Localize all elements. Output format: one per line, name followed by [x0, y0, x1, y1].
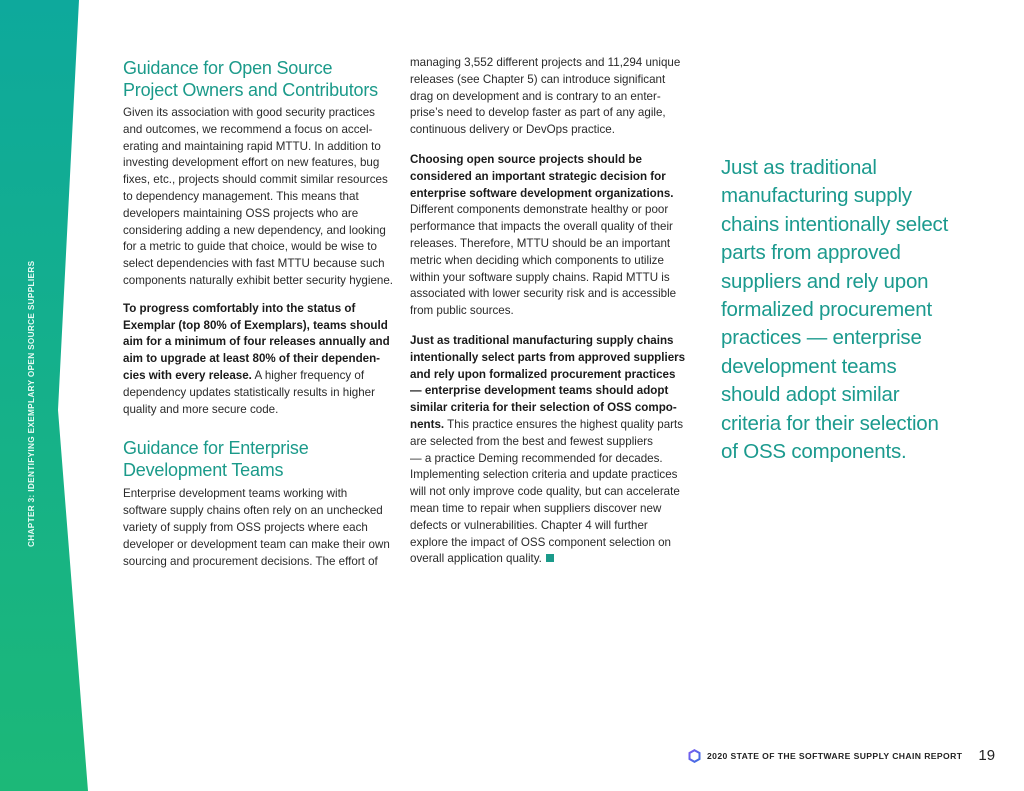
- bold-text: cies with every release.: [123, 368, 252, 382]
- text-line: [123, 206, 403, 223]
- heading-enterprise-guidance: [123, 437, 403, 481]
- text-line: [123, 223, 403, 240]
- report-title: 2020 STATE OF THE SOFTWARE SUPPLY CHAIN REPORT: [707, 750, 963, 761]
- text: defects or vulnerabilities. Chapter 4 will further: [410, 518, 648, 532]
- pull-quote-line: criteria for their selection: [721, 411, 939, 435]
- text-line: [123, 351, 403, 368]
- text: variety of supply from OSS projects where each: [123, 520, 368, 534]
- bold-text: Choosing open source projects should be: [410, 152, 642, 166]
- text-line: [123, 239, 403, 256]
- text: Given its association with good security practices: [123, 106, 375, 119]
- text-line: [123, 554, 403, 571]
- bold-text: enterprise software development organizations.: [410, 186, 674, 200]
- text-line: [410, 219, 690, 236]
- text-line: [410, 383, 690, 400]
- text-line: [410, 535, 690, 552]
- paragraph: [410, 55, 690, 139]
- pull-quote-line: should adopt similar: [721, 383, 900, 407]
- text-line: [123, 368, 403, 385]
- text-line: [410, 236, 690, 253]
- bold-text: nents.: [410, 417, 445, 431]
- text-line: [410, 253, 690, 270]
- text-line: [410, 202, 690, 219]
- heading-line: Guidance for Open Source: [123, 58, 333, 78]
- text: within your software supply chains. Rapid MTTU is: [410, 270, 670, 284]
- text: to dependency management. This means that: [123, 189, 359, 203]
- text-line: [123, 172, 403, 189]
- text-line: [410, 400, 690, 417]
- text-line: [123, 537, 403, 554]
- pull-quote-line: formalized procurement: [721, 298, 932, 322]
- text-line: [410, 551, 690, 568]
- text-line: [123, 122, 403, 139]
- text-line: [123, 503, 403, 520]
- text-line: [410, 270, 690, 287]
- text-line: [410, 303, 690, 320]
- text: Different components demonstrate healthy or poor: [410, 203, 669, 217]
- bold-text: aim for a minimum of four releases annually and: [123, 335, 390, 349]
- text: A higher frequency of: [251, 368, 365, 382]
- text-line: [410, 484, 690, 501]
- pull-quote-line: manufacturing supply: [721, 184, 912, 208]
- bold-text: and rely upon formalized procurement practices: [410, 367, 676, 381]
- paragraph: [123, 486, 403, 570]
- text-line: [123, 520, 403, 537]
- bold-text: similar criteria for their selection of OSS compo-: [410, 401, 677, 415]
- text-line: [123, 318, 403, 335]
- text: managing 3,552 different projects and 11,294 unique: [410, 56, 681, 69]
- text-line: [410, 333, 690, 350]
- text: developer or development team can make their own: [123, 537, 390, 551]
- text: drag on development and is contrary to an enter-: [410, 89, 661, 103]
- text: dependency updates statistically results in higher: [123, 385, 375, 399]
- text: fixes, etc., projects should commit similar resources: [123, 173, 388, 187]
- pull-quote-line: development teams: [721, 354, 897, 378]
- text-line: [410, 122, 690, 139]
- end-square-icon: [546, 554, 554, 562]
- text: performance that impacts the overall quality of their: [410, 220, 673, 234]
- text-line: [410, 55, 690, 72]
- text: select dependencies with fast MTTU because such: [123, 257, 385, 271]
- text: explore the impact of OSS component selection on: [410, 535, 672, 549]
- pull-quote-line: chains intentionally select: [721, 212, 949, 236]
- text-line: [410, 467, 690, 484]
- heading-line: Guidance for Enterprise: [123, 438, 309, 459]
- text: overall application quality.: [410, 552, 542, 566]
- text-line: [410, 367, 690, 384]
- chapter-label: CHAPTER 3: IDENTIFYING EXEMPLARY OPEN SOURCE SUPPLIERS: [27, 260, 36, 547]
- text: prise’s need to develop faster as part of any agile,: [410, 106, 666, 120]
- paragraph: [410, 152, 690, 320]
- text: releases (see Chapter 5) can introduce significant: [410, 72, 666, 86]
- text-line: [123, 402, 403, 419]
- heading-line: Project Owners and Contributors: [123, 80, 378, 100]
- text-line: [410, 169, 690, 186]
- text-line: [123, 105, 403, 122]
- page-number: 19: [978, 747, 996, 764]
- pull-quote-line: practices — enterprise: [721, 326, 922, 350]
- bold-text: aim to upgrade at least 80% of their dependen-: [123, 352, 381, 366]
- text: sourcing and procurement decisions. The effort of: [123, 554, 378, 568]
- text: This practice ensures the highest quality parts: [444, 417, 684, 431]
- text-line: [410, 434, 690, 451]
- text: continuous delivery or DevOps practice.: [410, 123, 615, 137]
- text-line: [123, 334, 403, 351]
- text: components naturally exhibit better security hygiene.: [123, 273, 394, 287]
- pull-quote-line: suppliers and rely upon: [721, 269, 929, 293]
- column-1: [123, 57, 403, 570]
- chapter-sidebar-band: [0, 0, 100, 791]
- text-line: [410, 451, 690, 468]
- pull-quote: [721, 154, 1011, 466]
- text-line: [410, 286, 690, 303]
- bold-text: — enterprise development teams should adopt: [410, 384, 669, 398]
- text: metric when deciding which components to utilize: [410, 253, 664, 267]
- text: — a practice Deming recommended for decades.: [410, 451, 663, 465]
- text-line: [410, 350, 690, 367]
- text: are selected from the best and fewest suppliers: [410, 434, 653, 448]
- paragraph: [410, 333, 690, 568]
- column-2: [410, 55, 690, 568]
- text: developers maintaining OSS projects who are: [123, 206, 359, 220]
- pull-quote-line: Just as traditional: [721, 156, 877, 179]
- bold-text: To progress comfortably into the status of: [123, 301, 356, 315]
- heading-open-source-guidance: [123, 57, 403, 101]
- text-line: [123, 273, 403, 290]
- text-line: [123, 486, 403, 503]
- bold-text: intentionally select parts from approved suppliers: [410, 350, 686, 364]
- footer: [688, 747, 995, 764]
- text-line: [123, 385, 403, 402]
- text: will not only improve code quality, but can accelerate: [410, 485, 680, 499]
- text: for a metric to guide that choice, would be wise to: [123, 240, 377, 254]
- text: considering adding a new dependency, and looking: [123, 223, 386, 237]
- text-line: [410, 72, 690, 89]
- text: Implementing selection criteria and update practices: [410, 468, 678, 482]
- text-line: [410, 105, 690, 122]
- bold-text: considered an important strategic decision for: [410, 169, 666, 183]
- heading-line: Development Teams: [123, 460, 284, 481]
- bold-text: Exemplar (top 80% of Exemplars), teams should: [123, 318, 388, 332]
- text: Enterprise development teams working with: [123, 487, 348, 501]
- text: quality and more secure code.: [123, 402, 279, 416]
- hexagon-icon: [688, 749, 701, 763]
- text: investing development effort on new features, bug: [123, 156, 380, 170]
- text-line: [123, 139, 403, 156]
- text-line: [410, 186, 690, 203]
- text: erating and maintaining rapid MTTU. In addition to: [123, 139, 381, 153]
- paragraph: [123, 301, 403, 419]
- text-line: [123, 301, 403, 318]
- text-line: [123, 256, 403, 273]
- paragraph: [123, 105, 403, 290]
- text: and outcomes, we recommend a focus on accel-: [123, 122, 373, 136]
- pull-quote-line: of OSS components.: [721, 440, 907, 464]
- text: associated with lower security risk and is accessible: [410, 287, 677, 301]
- pull-quote-line: parts from approved: [721, 241, 901, 265]
- text: software supply chains often rely on an unchecked: [123, 504, 383, 518]
- bold-text: Just as traditional manufacturing supply chains: [410, 333, 674, 347]
- text-line: [410, 501, 690, 518]
- text: releases. Therefore, MTTU should be an important: [410, 236, 671, 250]
- text-line: [410, 152, 690, 169]
- text: from public sources.: [410, 304, 514, 318]
- text-line: [410, 518, 690, 535]
- text-line: [123, 155, 403, 172]
- text-line: [410, 417, 690, 434]
- text-line: [123, 189, 403, 206]
- text: mean time to repair when suppliers discover new: [410, 501, 662, 515]
- text-line: [410, 89, 690, 106]
